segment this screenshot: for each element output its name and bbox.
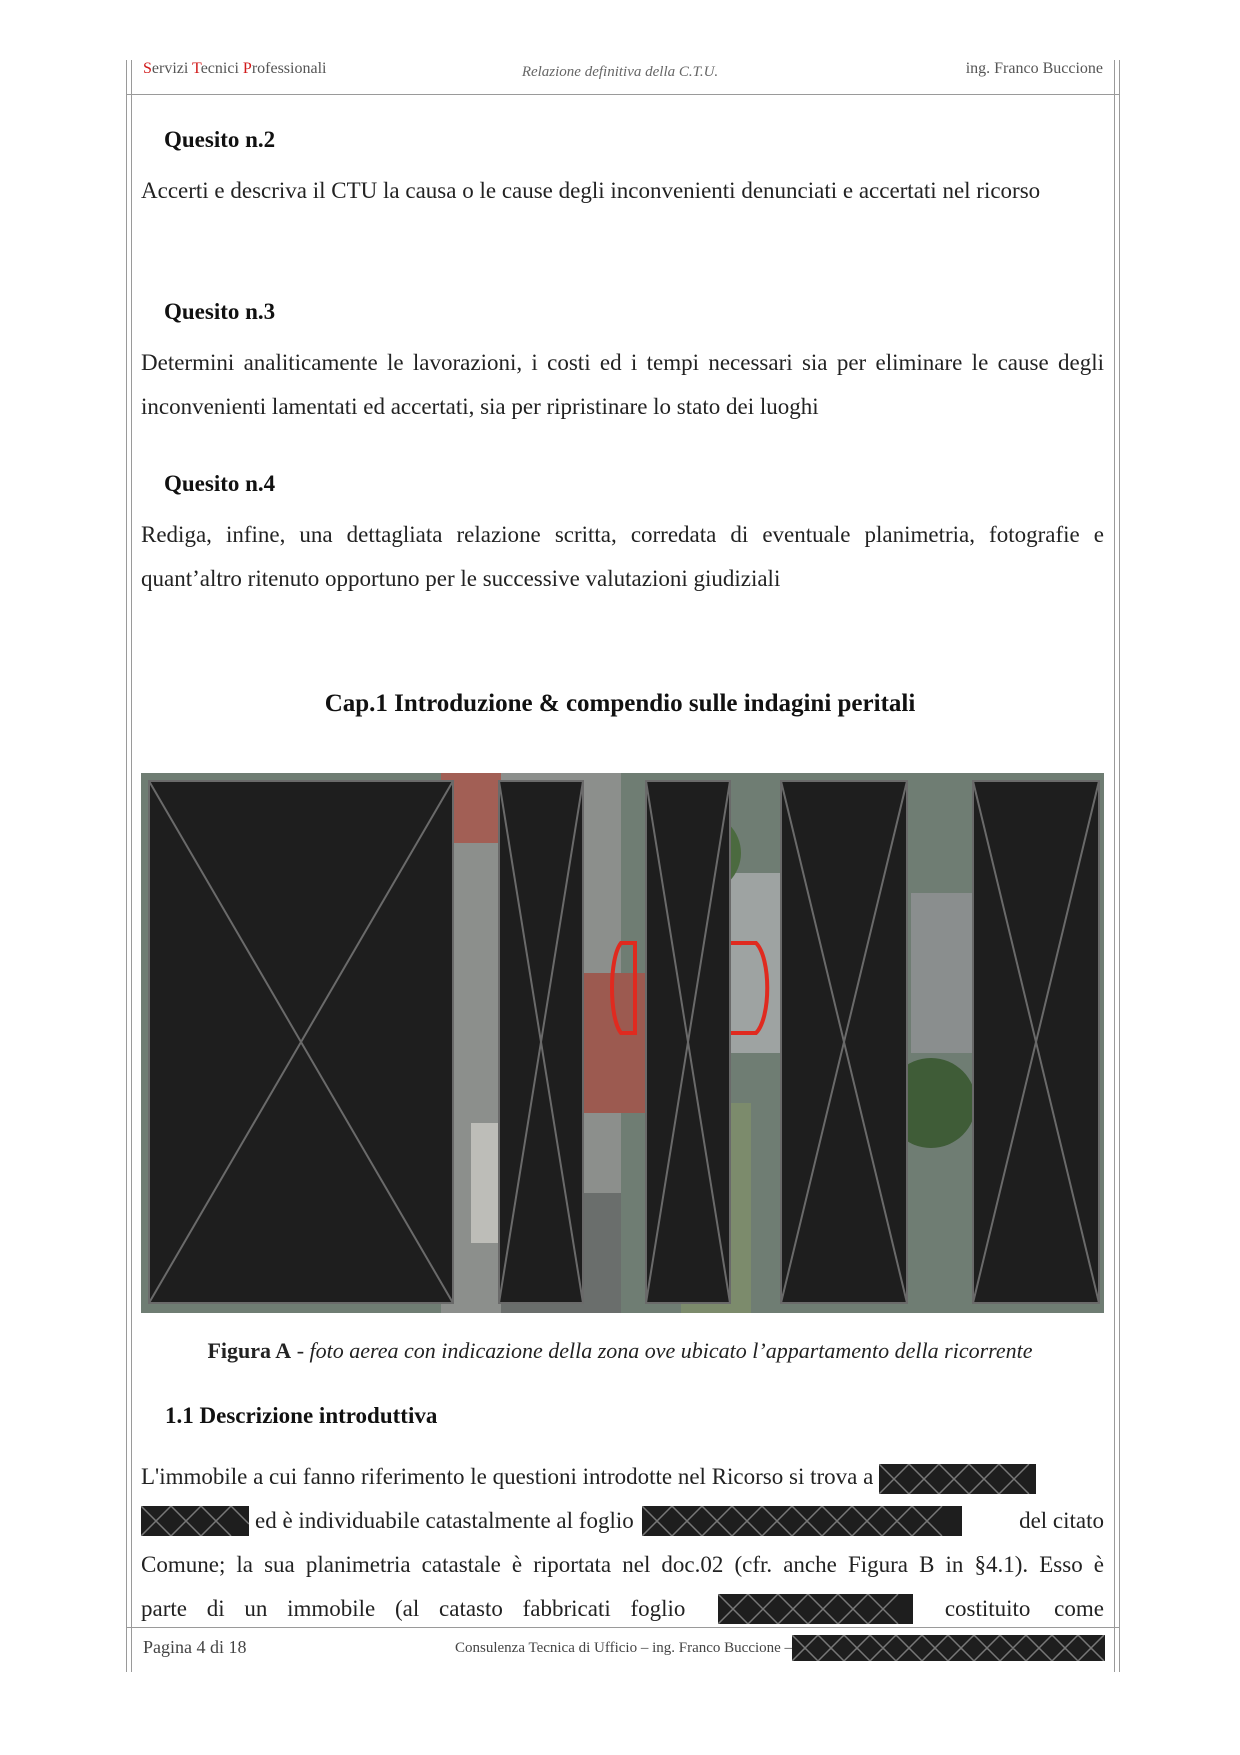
header-document-title: Relazione definitiva della C.T.U. bbox=[521, 64, 719, 80]
header-author: ing. Franco Buccione bbox=[965, 60, 1103, 77]
figure-label: Figura A bbox=[207, 1338, 292, 1363]
body-text: costituito come bbox=[944, 1596, 1104, 1621]
body-line-1 bbox=[141, 1455, 1104, 1499]
footer-page-number: Pagina 4 di 18 bbox=[143, 1637, 247, 1657]
header-word: ervizi bbox=[151, 60, 193, 77]
footer-consultancy-text: Consulenza Tecnica di Ufficio – ing. Franco Buccione – bbox=[455, 1640, 793, 1656]
header-initial: T bbox=[192, 60, 201, 77]
question-4-title: Quesito n.4 bbox=[164, 471, 276, 496]
body-text: ed è individuabile catastalmente al foglio bbox=[255, 1508, 634, 1533]
question-2-text: Accerti e descriva il CTU la causa o le cause degli inconvenienti denunciati e accertati nel ricorso bbox=[141, 178, 1041, 203]
aerial-photo-graphic bbox=[141, 773, 1104, 1313]
section-heading: 1.1 Descrizione introduttiva bbox=[165, 1403, 438, 1428]
aerial-photo bbox=[141, 773, 1104, 1313]
body-text: del citato bbox=[1019, 1508, 1104, 1533]
body-line-2 bbox=[141, 1499, 1104, 1543]
redaction-block bbox=[642, 1506, 962, 1536]
body-line-4 bbox=[141, 1587, 1104, 1631]
question-3-text: Determini analiticamente le lavorazioni, i costi ed i tempi necessari sia per eliminare le cause degli inconvenienti lamentati ed accertati, sia per ripristinare lo stato dei luoghi bbox=[141, 350, 1104, 419]
redaction-block bbox=[718, 1594, 913, 1624]
figure-caption bbox=[0, 1338, 1240, 1364]
question-3-title: Quesito n.3 bbox=[164, 299, 276, 324]
frame-left-line bbox=[126, 60, 127, 1672]
figure-caption-text: foto aerea con indicazione della zona ove ubicato l’appartamento della ricorrente bbox=[309, 1338, 1033, 1363]
chapter-heading: Cap.1 Introduzione & compendio sulle indagini peritali bbox=[324, 690, 916, 717]
frame-right-line-inner bbox=[1119, 60, 1120, 1672]
redaction-block bbox=[141, 1506, 249, 1536]
header-word: ecnici bbox=[200, 60, 243, 77]
header-initial: S bbox=[143, 60, 152, 77]
figure-separator: - bbox=[291, 1338, 310, 1363]
frame-left-line-inner bbox=[131, 60, 132, 1672]
frame-right-line bbox=[1114, 60, 1115, 1672]
question-4-text: Rediga, infine, una dettagliata relazione scritta, corredata di eventuale planimetria, fotografie e quant’altro ritenuto opportuno per le successive valutazioni giudiziali bbox=[141, 522, 1104, 591]
header-initial: P bbox=[242, 60, 252, 77]
header-word: rofessionali bbox=[251, 60, 327, 77]
footer-redaction-block bbox=[792, 1635, 1105, 1661]
header-rule bbox=[126, 94, 1120, 95]
body-text: parte di un immobile (al catasto fabbricati foglio bbox=[141, 1596, 686, 1621]
body-line-3: Comune; la sua planimetria catastale è riportata nel doc.02 (cfr. anche Figura B in §4.1). Esso è bbox=[141, 1552, 1104, 1577]
question-2-title: Quesito n.2 bbox=[164, 127, 276, 152]
body-text: L'immobile a cui fanno riferimento le questioni introdotte nel Ricorso si trova a bbox=[141, 1464, 874, 1489]
redaction-block bbox=[879, 1464, 1036, 1494]
